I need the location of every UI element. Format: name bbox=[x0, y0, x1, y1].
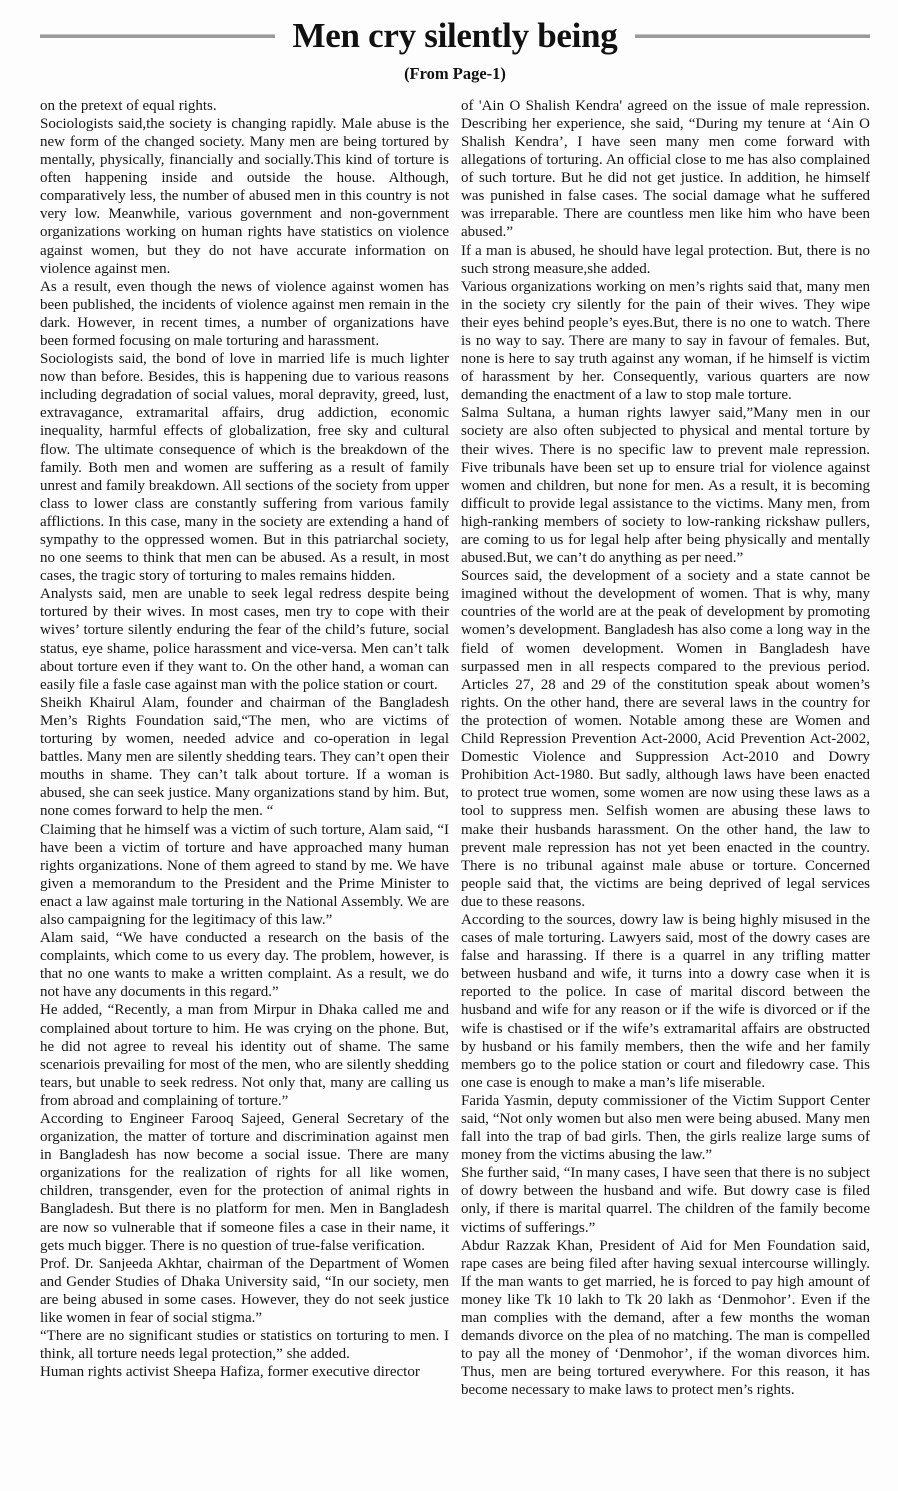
article-paragraph: on the pretext of equal rights. bbox=[40, 97, 217, 114]
article-paragraph: If a man is abused, he should have legal protection. But, there is no such strong measure,she added. bbox=[461, 242, 870, 277]
article-paragraph: Sources said, the development of a society and a state cannot be imagined without the development of women. That is why, many countries of the world are at the peak of development by promoting women’s development. Bangladesh has also come a long way in the field of women development. Women in Bangladesh have surpassed men in all respects compared to the previous period. Articles 27, 28 and 29 of the constitution speak about women’s rights. On the other hand, there are several laws in the country for the protection of women. Notable among these are Women and Child Repression Prevention Act-2000, Acid Prevention Act-2002, Domestic Violence and Suppression Act-2010 and Dowry Prohibition Act-1980. But sadly, although laws have been enacted to protect true women, some women are now using these laws as a tool to suppress men. Selfish women are abusing these laws to make their husbands harassment. On the other hand, the law to prevent male repression has not yet been enacted in the country. There is no tribunal against male abuse or torture. Concerned people said that, the victims are being deprived of legal services due to these reasons. bbox=[461, 568, 870, 910]
article-paragraph: Salma Sultana, a human rights lawyer said,”Many men in our society are also often subjected to physical and mental torture by their wives. There is no specific law to prevent male repression. Five tribunals have been set up to ensure trial for violence against women and children, but none for men. As a result, it is becoming difficult to provide legal assistance to the victims. Many men, from high-ranking members of society to low-ranking rickshaw pullers, are coming to us for legal help after being physically and mentally abused.But, we can’t do anything as per need.” bbox=[461, 405, 870, 567]
article-paragraph: According to the sources, dowry law is being highly misused in the cases of male torturing. Lawyers said, most of the dowry cases are false and harassing. If there is a quarrel in any trifling matter between husband and wife, it turns into a dowry case when it is reported to the police. In case of marital discord between the husband and wife for any reason or if the wife is divorced or if the wife is chastised or if the wife’s extramarital affairs are obstructed by husband or his family members, then the wife and her family members go to the police station or court and filedowry case. This one case is enough to make a man’s life miserable. bbox=[461, 911, 870, 1091]
left-column bbox=[40, 97, 449, 1400]
article-paragraph: “There are no significant studies or statistics on torturing to men. I think, all torture needs legal protection,” she added. bbox=[40, 1328, 449, 1363]
article-body bbox=[40, 97, 870, 1400]
article-paragraph: Alam said, “We have conducted a research on the basis of the complaints, which come to us every day. The problem, however, is that no one wants to make a written complaint. As a result, we do not have any documents in this regard.” bbox=[40, 930, 449, 1001]
right-column bbox=[461, 97, 870, 1400]
article-paragraph: Farida Yasmin, deputy commissioner of the Victim Support Center said, “Not only women but also men were being abused. Many men fall into the trap of bad girls. Then, the girls realize large sums of money from the victims abusing the law.” bbox=[461, 1092, 870, 1164]
article-header bbox=[40, 18, 870, 84]
title-row bbox=[40, 18, 870, 55]
article-paragraph: of 'Ain O Shalish Kendra' agreed on the issue of male repression. Describing her experience, she said, “During my tenure at ‘Ain O Shalish Kendra’, I have seen many men come forward with allegations of torturing. An official close to me has also complained of such torture. But he did not get justice. In addition, he himself was punished in false cases. The social damage what he suffered was irreparable. There are countless men like him who have been abused.” bbox=[461, 97, 870, 241]
article-paragraph: He added, “Recently, a man from Mirpur in Dhaka called me and complained about torture to him. He was crying on the phone. But, he did not agree to reveal his identity out of shame. The same scenariois prevailing for most of the men, who are silently shedding tears, but unable to seek redress. Not only that, many are calling us from abroad and complaining of torture.” bbox=[40, 1002, 449, 1109]
title-rule-left bbox=[40, 34, 275, 38]
article-subtitle: (From Page-1) bbox=[404, 63, 506, 83]
article-paragraph: Human rights activist Sheepa Hafiza, former executive director bbox=[40, 1364, 420, 1381]
article-paragraph: Abdur Razzak Khan, President of Aid for Men Foundation said, rape cases are being filed after having sexual intercourse willingly. If the man wants to get married, he is forced to pay high amount of money like Tk 10 lakh to Tk 20 lakh as ‘Denmohor’. Even if the man complies with the demand, after a few months the woman demands divorce on the plea of no matching. The man is compelled to pay all the money of ‘Denmohor’, if the woman divorces him. Thus, men are being tortured everywhere. For this reason, it has become necessary to make laws to protect men’s rights. bbox=[461, 1237, 870, 1399]
title-rule-right bbox=[635, 34, 870, 38]
article-paragraph: Sociologists said, the bond of love in married life is much lighter now than before. Besides, this is happening due to various reasons including degradation of social values, moral depravity, greed, lust, extravagance, extramarital affairs, drug addiction, economic inequality, harmful effects of globalization, free sky and cultural flow. The ultimate consequence of which is the breakdown of the family. Both men and women are suffering as a result of family unrest and family breakdown. All sections of the society from upper class to lower class are constantly suffering from various family afflictions. In this case, many in the society are extending a hand of sympathy to the oppressed women. But in this patriarchal society, no one seems to think that men can be abused. As a result, in most cases, the tragic story of torturing to males remains hidden. bbox=[40, 351, 449, 585]
article-paragraph: Sheikh Khairul Alam, founder and chairman of the Bangladesh Men’s Rights Foundation said,“The men, who are victims of torturing by women, needed advice and co-operation in legal battles. Many men are silently shedding tears. They can’t open their mouths in shame. They can’t talk about torture. If a woman is abused, she can seek justice. Many organizations stand by him. But, none comes forward to help the men. “ bbox=[40, 694, 449, 820]
article-title: Men cry silently being bbox=[292, 16, 618, 55]
article-paragraph: She further said, “In many cases, I have seen that there is no subject of dowry between the husband and wife. But dowry case is filed only, if there is marital quarrel. The children of the family become victims of sufferings.” bbox=[461, 1165, 870, 1236]
article-paragraph: Claiming that he himself was a victim of such torture, Alam said, “I have been a victim of torture and have approached many human rights organizations. None of them agreed to stand by me. We have given a memorandum to the President and the Prime Minister to enact a law against male torturing in the National Assembly. We are also campaigning for the legitimacy of this law.” bbox=[40, 821, 449, 928]
article-paragraph: Various organizations working on men’s rights said that, many men in the society cry silently for the pain of their wives. They wipe their eyes behind people’s eyes.But, there is no one to watch. There is no way to say. There are many to say in favour of females. But, none is here to say truth against any woman, if he himself is victim of harassment by her. Consequently, various quarters are now demanding the enactment of a law to stop male torture. bbox=[461, 278, 870, 404]
article-paragraph: Prof. Dr. Sanjeeda Akhtar, chairman of the Department of Women and Gender Studies of Dhaka University said, “In our society, men are being abused in some cases. However, they do not seek justice like women in fear of social stigma.” bbox=[40, 1255, 449, 1327]
article-paragraph: Analysts said, men are unable to seek legal redress despite being tortured by their wives. In most cases, men try to cope with their wives’ torture silently enduring the fear of the child’s future, social status, eye shame, police harassment and vice-versa. Men can’t talk about torture even if they want to. On the other hand, a woman can easily file a fasle case against man with the police station or court. bbox=[40, 586, 449, 693]
article-paragraph: Sociologists said,the society is changing rapidly. Male abuse is the new form of the changed society. Many men are being tortured by mentally, physically, financially and socially.This kind of torture is often happening inside and outside the house. Although, comparatively less, the number of abused men in this country is not very low. Meanwhile, various government and non-government organizations working on human rights have statistics on violence against women, but they do not have accurate information on violence against men. bbox=[40, 115, 449, 277]
article-paragraph: According to Engineer Farooq Sajeed, General Secretary of the organization, the matter of torture and discrimination against men in Bangladesh has now become a social issue. There are many organizations for the realization of rights for all like women, children, transgender, even for the protection of animal rights in Bangladesh. But there is no platform for men. Men in Bangladesh are now so vulnerable that if someone files a case in their name, it gets much bigger. There is no question of true-false verification. bbox=[40, 1111, 449, 1254]
article-paragraph: As a result, even though the news of violence against women has been published, the incidents of violence against men remain in the dark. However, in recent times, a number of organizations have been formed focusing on male torturing and harassment. bbox=[40, 278, 449, 349]
